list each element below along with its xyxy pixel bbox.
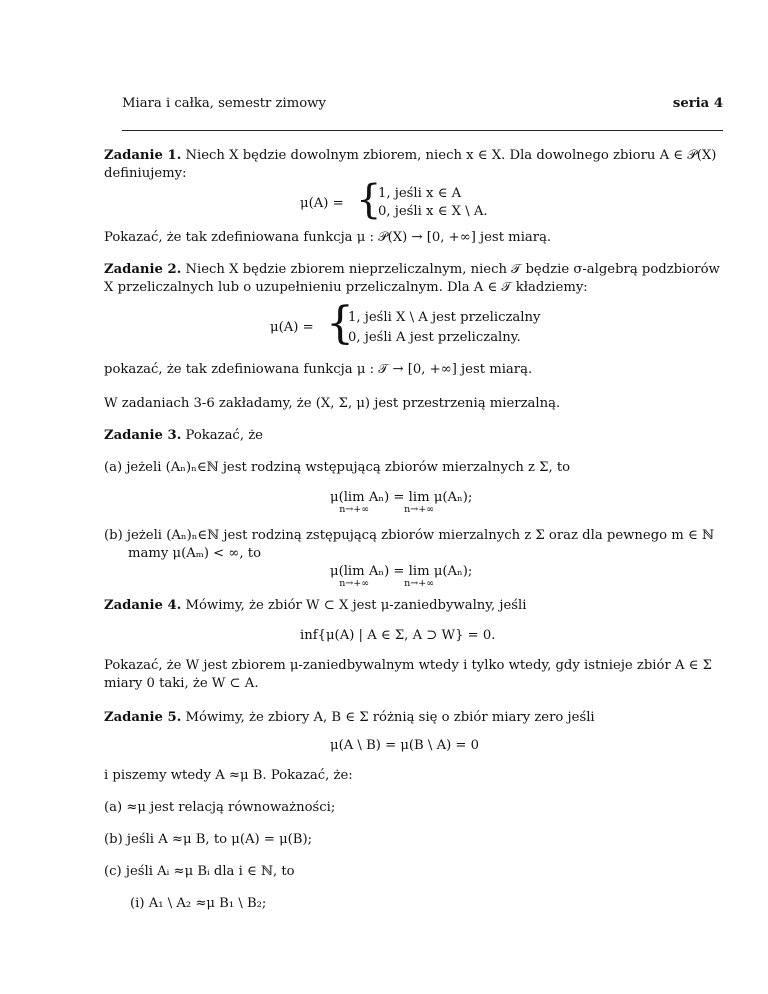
task-2-case-1: 1, jeśli X \ A jest przeliczalny [348, 310, 541, 325]
task-2-line-1 [104, 262, 720, 277]
task-5a: (a) ≈μ jest relacją równoważności; [104, 800, 336, 815]
task-5c: (c) jeśli Aᵢ ≈μ Bᵢ dla i ∈ ℕ, to [104, 864, 295, 879]
task-5-line-1 [104, 710, 595, 725]
task-2-line-2: X przeliczalnych lub o uzupełnieniu przeliczalnym. Dla A ∈ 𝒯 kładziemy: [104, 280, 588, 295]
task-3-text: Pokazać, że [181, 428, 263, 443]
task-3-line-1 [104, 428, 263, 443]
task-5c-i: (i) A₁ \ A₂ ≈μ B₁ \ B₂; [130, 896, 267, 911]
task-1-line-2: definiujemy: [104, 166, 187, 181]
lim-operator [404, 490, 435, 515]
formula-part: Aₙ) = [364, 564, 409, 579]
lim-text: lim [343, 564, 365, 579]
lim-operator [404, 564, 435, 589]
task-1-brace: { [356, 177, 382, 223]
task-4-line-3: miary 0 taki, że W ⊂ A. [104, 676, 259, 691]
task-2-brace: { [326, 298, 354, 349]
lim-text: lim [408, 564, 430, 579]
lim-subscript: n→+∞ [404, 578, 435, 589]
task-2-lhs: μ(A) = [270, 320, 314, 335]
formula-part: μ(Aₙ); [429, 490, 473, 505]
task-2-label: Zadanie 2. [104, 262, 182, 277]
task-3b-line-2: mamy μ(Aₘ) < ∞, to [128, 546, 262, 561]
task-5-text: Mówimy, że zbiory A, B ∈ Σ różnią się o zbiór miary zero jeśli [181, 710, 595, 725]
series-label: seria 4 [672, 96, 723, 111]
lim-text: lim [408, 490, 430, 505]
task-4-formula: inf{μ(A) | A ∈ Σ, A ⊃ W} = 0. [300, 628, 496, 643]
course-title: Miara i całka, semestr zimowy [122, 96, 326, 111]
task-4-line-1 [104, 598, 526, 613]
lim-subscript: n→+∞ [404, 504, 435, 515]
task-5-formula: μ(A \ B) = μ(B \ A) = 0 [330, 738, 480, 753]
task-1-case-2: 0, jeśli x ∈ X \ A. [378, 204, 488, 219]
task-3a-formula [330, 490, 473, 515]
task-1-line-1 [104, 148, 716, 163]
task-3a-text: (a) jeżeli (Aₙ)ₙ∈ℕ jest rodziną wstępującą zbiorów mierzalnych z Σ, to [104, 460, 571, 475]
task-5-label: Zadanie 5. [104, 710, 182, 725]
task-1-lhs: μ(A) = [300, 196, 344, 211]
lim-subscript: n→+∞ [339, 504, 370, 515]
task-3b-line-1: (b) jeżeli (Aₙ)ₙ∈ℕ jest rodziną zstępującą zbiorów mierzalnych z Σ oraz dla pewnego m ∈ ℕ [104, 528, 714, 543]
task-4-line-2: Pokazać, że W jest zbiorem μ-zaniedbywalnym wtedy i tylko wtedy, gdy istnieje zbiór A ∈ Σ [104, 658, 712, 673]
task-5-line-2: i piszemy wtedy A ≈μ B. Pokazać, że: [104, 768, 353, 783]
task-2-text: Niech X będzie zbiorem nieprzeliczalnym, niech 𝒯 będzie σ-algebrą podzbiorów [181, 262, 720, 277]
task-1-label: Zadanie 1. [104, 148, 182, 163]
task-5b: (b) jeśli A ≈μ B, to μ(A) = μ(B); [104, 832, 313, 847]
header-rule [122, 130, 723, 131]
task-2-case-2: 0, jeśli A jest przeliczalny. [348, 330, 521, 345]
lim-operator [339, 564, 370, 589]
formula-part: μ( [330, 564, 344, 579]
task-2-conclusion: pokazać, że tak zdefiniowana funkcja μ : 𝒯 → [0, +∞] jest miarą. [104, 362, 533, 377]
formula-part: Aₙ) = [364, 490, 409, 505]
task-3b-formula [330, 564, 473, 589]
lim-subscript: n→+∞ [339, 578, 370, 589]
task-4-text: Mówimy, że zbiór W ⊂ X jest μ-zaniedbywalny, jeśli [181, 598, 527, 613]
intro-3-6: W zadaniach 3-6 zakładamy, że (X, Σ, μ) jest przestrzenią mierzalną. [104, 396, 561, 411]
task-3-label: Zadanie 3. [104, 428, 182, 443]
formula-part: μ( [330, 490, 344, 505]
lim-text: lim [343, 490, 365, 505]
task-1-case-1: 1, jeśli x ∈ A [378, 186, 462, 201]
task-1-text: Niech X będzie dowolnym zbiorem, niech x ∈ X. Dla dowolnego zbioru A ∈ 𝒫(X) [181, 148, 717, 163]
task-1-conclusion: Pokazać, że tak zdefiniowana funkcja μ : 𝒫(X) → [0, +∞] jest miarą. [104, 230, 552, 245]
formula-part: μ(Aₙ); [429, 564, 473, 579]
task-4-label: Zadanie 4. [104, 598, 182, 613]
lim-operator [339, 490, 370, 515]
